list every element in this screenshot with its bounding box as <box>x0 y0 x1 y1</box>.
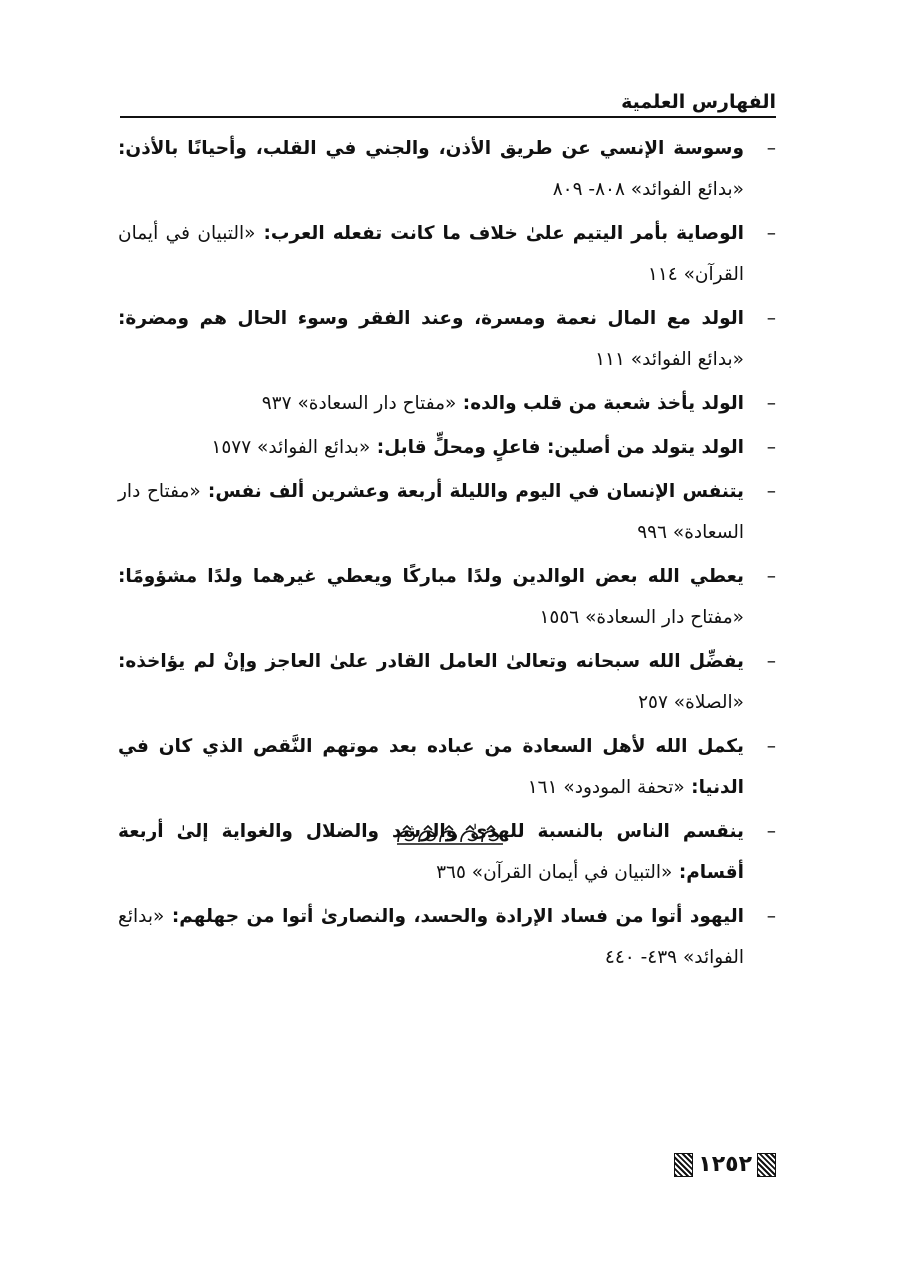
entry-text: الوصاية بأمر اليتيم علىٰ خلاف ما كانت تفعله العرب: <box>255 223 744 244</box>
entry-dash: – <box>766 138 776 159</box>
end-ornament <box>0 824 900 850</box>
entry-text: يعطي الله بعض الوالدين ولدًا مباركًا ويعطي غيرهما ولدًا مشؤومًا: <box>118 566 744 587</box>
index-entry <box>118 556 776 638</box>
entry-dash: – <box>766 821 776 842</box>
index-entry <box>118 896 776 978</box>
entry-dash: – <box>766 651 776 672</box>
entry-dash: – <box>766 437 776 458</box>
entry-text: يكمل الله لأهل السعادة من عباده بعد موتهم النَّقص الذي كان في الدنيا: <box>118 736 744 798</box>
entry-text: وسوسة الإنسي عن طريق الأذن، والجني في القلب، وأحيانًا بالأذن: <box>118 138 744 159</box>
entry-source: «بدائع الفوائد» ٤٣٩- ٤٤٠ <box>118 906 744 968</box>
folio-ornament-right-icon <box>757 1153 776 1177</box>
entry-dash: – <box>766 566 776 587</box>
entry-dash: – <box>766 906 776 927</box>
running-title: الفهارس العلمية <box>621 91 776 113</box>
entry-text: اليهود أتوا من فساد الإرادة والحسد، والنصارىٰ أتوا من جهلهم: <box>164 906 744 927</box>
entry-source: «الصلاة» ٢٥٧ <box>638 692 744 713</box>
folio-ornament-left-icon <box>674 1153 693 1177</box>
entry-dash: – <box>766 393 776 414</box>
page-number: ١٢٥٢ <box>698 1152 752 1177</box>
entry-source: «مفتاح دار السعادة» ١٥٥٦ <box>539 607 744 628</box>
entry-text: الولد يأخذ شعبة من قلب والده: <box>456 393 744 414</box>
entry-source: «بدائع الفوائد» ١١١ <box>595 349 744 370</box>
entry-source: «مفتاح دار السعادة» ٩٣٧ <box>261 393 457 414</box>
index-entry <box>118 471 776 553</box>
entry-source: «مفتاح دار السعادة» ٩٩٦ <box>118 481 744 543</box>
page-folio <box>674 1150 776 1180</box>
entry-source: «تحفة المودود» ١٦١ <box>527 777 685 798</box>
entry-dash: – <box>766 308 776 329</box>
index-entry <box>118 427 776 468</box>
entry-text: الولد يتولد من أصلين: فاعلٍ ومحلٍّ قابل: <box>370 437 744 458</box>
running-header <box>120 88 776 118</box>
index-entries-list <box>118 128 776 981</box>
index-entry <box>118 726 776 808</box>
entry-dash: – <box>766 223 776 244</box>
entry-source: «بدائع الفوائد» ١٥٧٧ <box>211 437 371 458</box>
index-entry <box>118 641 776 723</box>
index-entry <box>118 213 776 295</box>
index-entry <box>118 298 776 380</box>
index-entry <box>118 128 776 210</box>
entry-source: «التبيان في أيمان القرآن» ١١٤ <box>118 223 744 285</box>
entry-dash: – <box>766 736 776 757</box>
entry-text: يفضِّل الله سبحانه وتعالىٰ العامل القادر علىٰ العاجز وإنْ لم يؤاخذه: <box>118 651 744 672</box>
ornament-flourish-icon <box>395 824 505 846</box>
entry-dash: – <box>766 481 776 502</box>
entry-text: يتنفس الإنسان في اليوم والليلة أربعة وعشرين ألف نفس: <box>200 481 744 502</box>
entry-source: «بدائع الفوائد» ٨٠٨- ٨٠٩ <box>552 179 744 200</box>
entry-text: ينقسم الناس بالنسبة للهدىٰ والرشد والضلال والغواية إلىٰ أربعة أقسام: <box>118 821 744 883</box>
index-entry <box>118 383 776 424</box>
entry-text: الولد مع المال نعمة ومسرة، وعند الفقر وسوء الحال هم ومضرة: <box>118 308 744 329</box>
entry-source: «التبيان في أيمان القرآن» ٣٦٥ <box>436 862 673 883</box>
